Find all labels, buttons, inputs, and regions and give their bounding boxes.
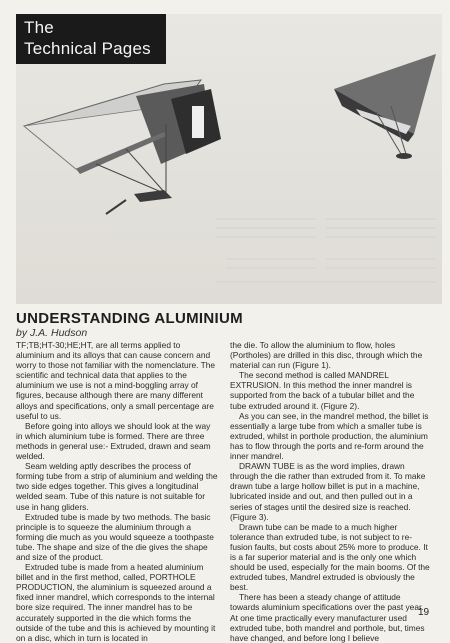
article-column-left bbox=[16, 340, 218, 643]
main-glider-shape bbox=[24, 80, 221, 214]
article-paragraph: Before going into alloys we should look at the way in which aluminium tube is formed. There are three methods in general use:- Extruded, drawn and seam welded. bbox=[16, 420, 211, 462]
section-header-line1: The bbox=[24, 18, 54, 37]
article-paragraph: There has been a steady change of attitude towards aluminium specifications over the past year. At one time practically every manufacturer used extruded tube, both mandrel and porthole, but, times have changed, and before long I believe bbox=[230, 592, 425, 643]
section-header-line2: Technical Pages bbox=[24, 39, 151, 58]
article-paragraph: As you can see, in the mandrel method, the billet is essentially a large tube from which a smaller tube is extruded, whilst in porthole production, the aluminium has to flow through the ports and re-form around the inner mandrel. bbox=[230, 410, 429, 462]
article-column-right bbox=[230, 340, 432, 643]
article-paragraph: Drawn tube can be made to a much higher tolerance than extruded tube, is not subject to re-fusion faults, but costs about 25% more to produce. It is a far superior material and is the only one which should be used, especially for the main booms. Of the extruded tubes, Mandrel extruded is obviously the best. bbox=[230, 521, 430, 593]
article-title: UNDERSTANDING ALUMINIUM bbox=[16, 310, 243, 327]
article-paragraph: The second method is called MANDREL EXTRUSION. In this method the inner mandrel is supported from the back of a tubular billet and the tube extruded around it. (Figure 2). bbox=[230, 370, 415, 411]
article-paragraph: Extruded tube is made from a heated aluminium billet and in the first method, called, PORTHOLE PRODUCTION, the aluminium is squeezed around a fixed inner mandrel, which corresponds to the internal bore size required. The inner mandrel has to be accurately supported in the die which forms the outside of the tube and this is achieved by mounting it on a disc, which in turn is located in bbox=[16, 562, 216, 643]
article-byline: by J.A. Hudson bbox=[16, 327, 88, 339]
page-number: 19 bbox=[418, 607, 430, 618]
distant-glider-shape bbox=[334, 54, 436, 159]
article-paragraph: DRAWN TUBE is as the word implies, drawn through the die rather than extruded from it. To make drawn tube a large hollow billet is put in a machine, lubricated inside and out, and then pulled out in a series of stages until the desired size is reached. (Figure 3). bbox=[230, 461, 426, 522]
article-paragraph: Seam welding aptly describes the process of forming tube from a strip of aluminium and welding the two side edges together. This gives a longitudinal welded seam. Tube of this nature is not suitable for use in hang gliders. bbox=[16, 461, 218, 512]
article-paragraph: Extruded tube is made by two methods. The basic principle is to squeeze the aluminium through a forming die much as you would squeeze a toothpaste tube. The shape and size of the die gives the shape and size of the product. bbox=[16, 511, 214, 562]
article-paragraph: TF;TB;HT-30;HE;HT, are all terms applied to aluminium and its alloys that can cause concern and worry to those not familiar with the nomenclature. The scientific and technical data that applies to the aluminium we use is not a mind-boggling array of figures, because although there are many different alloys and specifications, only a small percentage are useful to us. bbox=[16, 340, 216, 421]
article-paragraph: the die. To allow the aluminium to flow, holes (Portholes) are drilled in this disc, through which the material can run (Figure 1). bbox=[230, 340, 423, 371]
section-header bbox=[16, 14, 166, 64]
